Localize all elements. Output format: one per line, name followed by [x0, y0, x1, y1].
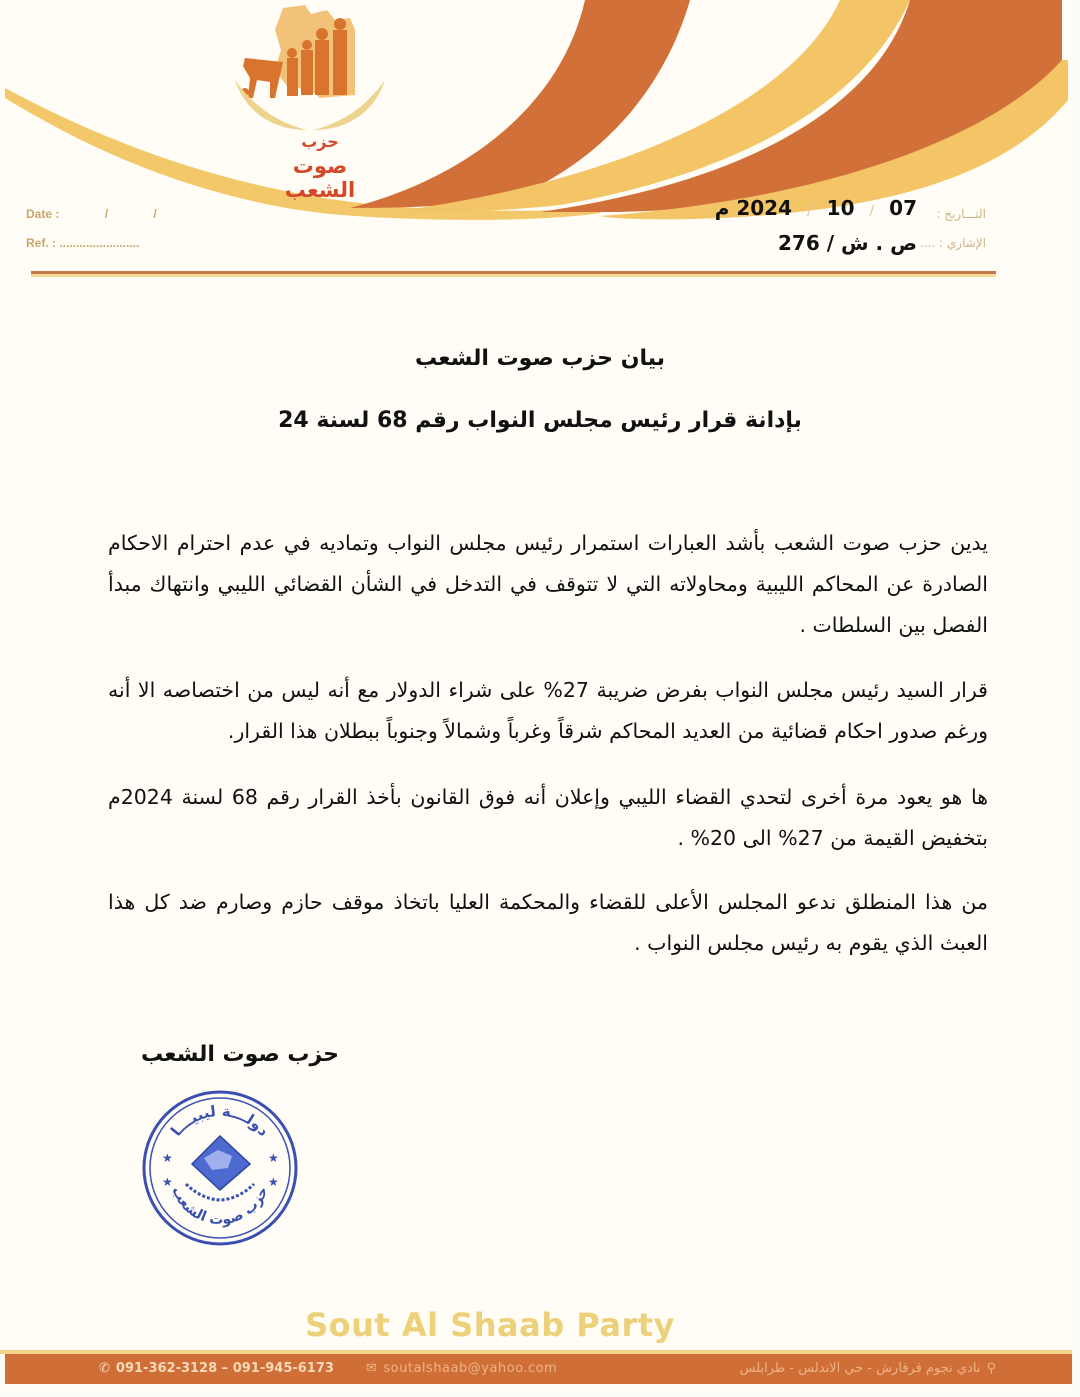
stamp-top-text: دولـــة ليبيـــا	[167, 1101, 273, 1140]
logo-text-party: حزب	[301, 132, 339, 151]
paragraph: من هذا المنطلق ندعو المجلس الأعلى للقضاء والمحكمة العليا باتخاذ موقف حازم وصارم ضد كل هذا العبث الذي يقوم به رئيس مجلس النواب .	[108, 890, 988, 955]
signature: حزب صوت الشعب	[140, 1042, 340, 1067]
reference-number: ص . ش / 276	[777, 231, 917, 255]
header-separator	[31, 271, 996, 277]
latin-date-slash-1: /	[104, 207, 109, 221]
arabic-ref-label: الإشاري : ....	[919, 236, 986, 250]
paragraph: يدين حزب صوت الشعب بأشد العبارات استمرار رئيس مجلس النواب وتماديه في عدم احترام الاحكام الصادرة عن المحاكم الليبية ومحاولاته التي لا تتوقف في التدخل في الشأن القضائي الليبي وانتهاك مبدأ الفصل بين السلطات .	[108, 531, 988, 637]
date-month: 10	[826, 196, 855, 220]
location-pin-icon: ⚲	[986, 1361, 996, 1376]
envelope-icon: ✉	[366, 1361, 378, 1376]
latin-date-label: Date :	[26, 207, 60, 221]
svg-text:دولـــة ليبيـــا	[167, 1102, 273, 1140]
footer-phones	[93, 1361, 334, 1376]
phone-numbers: 091-362-3128 – 091-945-6173	[115, 1361, 334, 1376]
date-sep-2: /	[869, 203, 875, 219]
footer-contact-bar	[5, 1354, 1072, 1384]
address-text: نادي نجوم قرقارش - حي الاندلس - طرابلس	[739, 1361, 981, 1376]
logo-text-name: صوت الشعب	[284, 154, 356, 202]
phone-icon: ✆	[99, 1361, 110, 1376]
svg-text:★: ★	[162, 1151, 173, 1165]
svg-text:★: ★	[162, 1175, 173, 1189]
official-stamp-icon	[140, 1088, 300, 1248]
latin-date-slash-2: /	[153, 207, 157, 221]
footer-brand: Sout Al Shaab Party	[305, 1306, 675, 1344]
svg-text:★: ★	[268, 1151, 279, 1165]
document-subtitle: بإدانة قرار رئيس مجلس النواب رقم 68 لسنة 24	[278, 408, 802, 433]
latin-date-field	[26, 207, 157, 221]
stamp-bottom-text: حزب صوت الشعب	[168, 1184, 272, 1229]
latin-ref-field: Ref. : ........................	[26, 236, 140, 250]
date-sep-1: /	[806, 203, 812, 219]
footer-email	[360, 1361, 557, 1376]
footer-address	[740, 1361, 1002, 1376]
date-value	[715, 196, 917, 220]
arabic-date-label: التـــاريخ :	[936, 207, 986, 221]
svg-text:★: ★	[268, 1175, 279, 1189]
paragraph: قرار السيد رئيس مجلس النواب بفرض ضريبة 27% على شراء الدولار مع أنه ليس من اختصاصه الا أنه ورغم صدور احكام قضائية من العديد المحاكم شرقاً وغرباً وشمالاً وجنوباً ببطلان هذا القرار.	[108, 678, 988, 743]
date-day: 07	[889, 196, 917, 220]
paragraph: ها هو يعود مرة أخرى لتحدي القضاء الليبي وإعلان أنه فوق القانون بأخذ القرار رقم 68 لسنة 2024م بتخفيض القيمة من 27% الى 20% .	[108, 785, 988, 850]
date-year: 2024 م	[714, 196, 792, 220]
header-swoosh-art	[0, 0, 1080, 260]
email-address: soutalshaab@yahoo.com	[383, 1361, 558, 1376]
document-title: بيان حزب صوت الشعب	[415, 346, 665, 371]
